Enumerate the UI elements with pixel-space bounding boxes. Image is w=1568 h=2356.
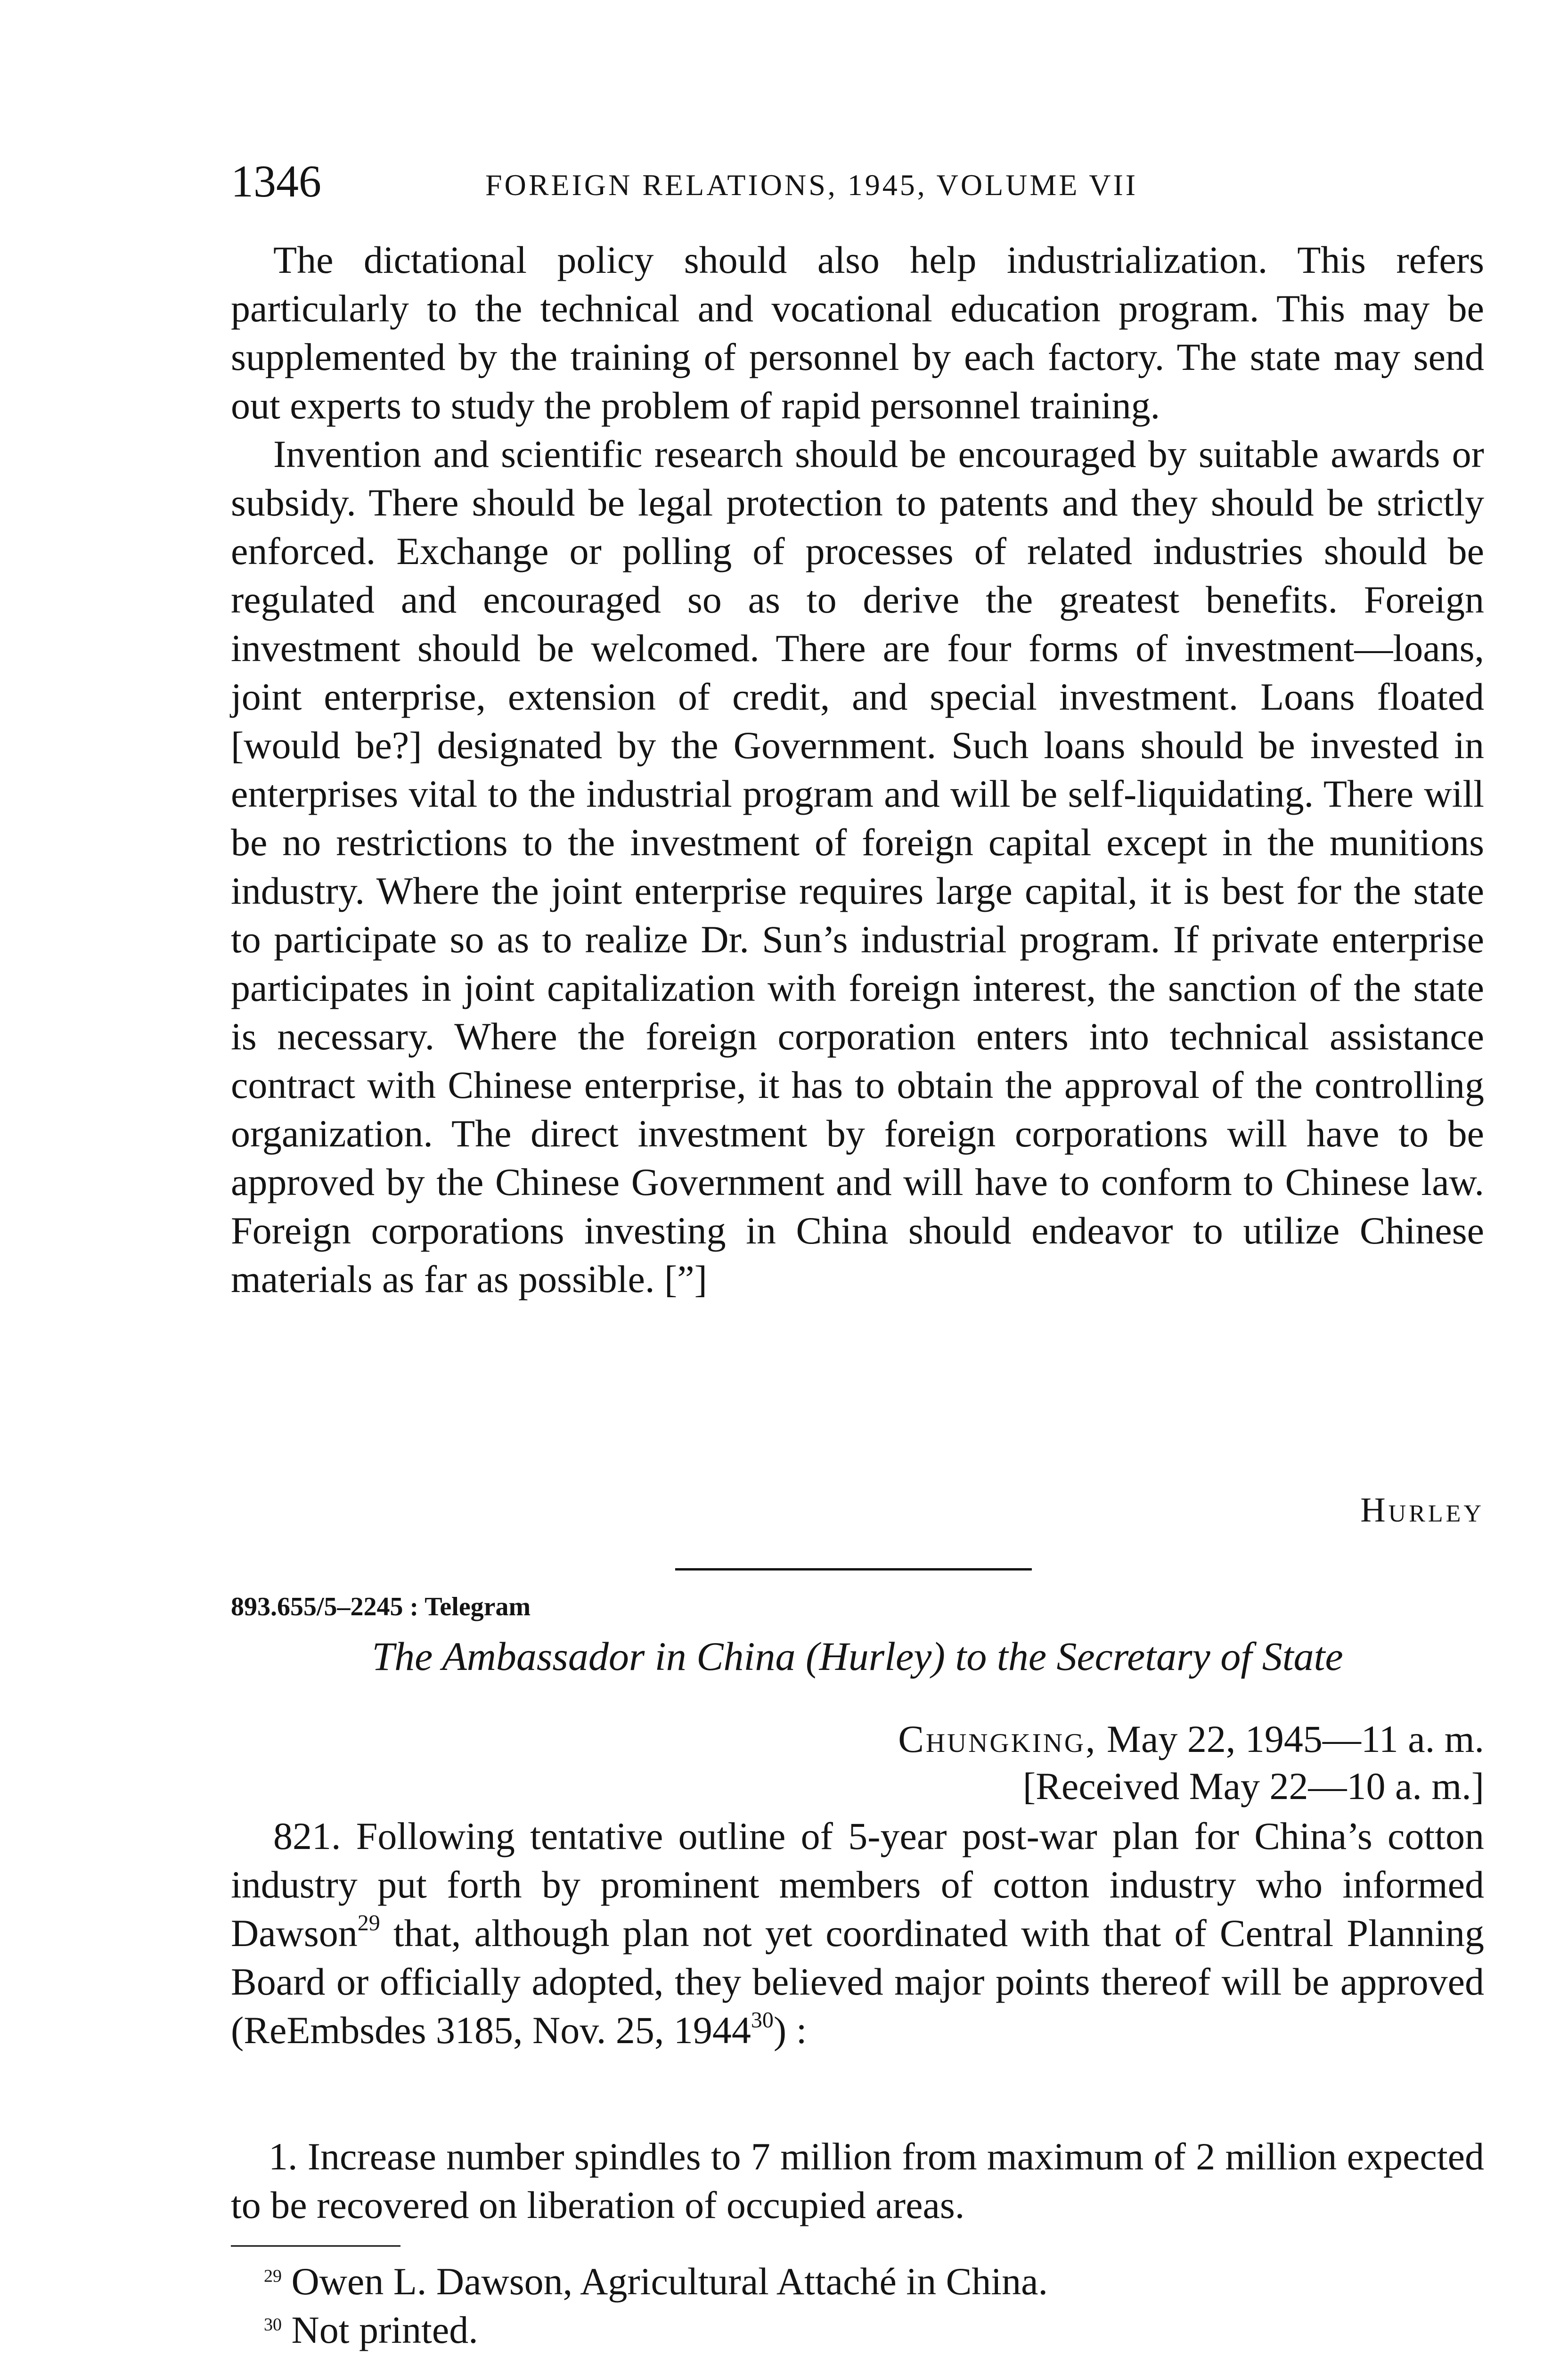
section-divider — [675, 1568, 1032, 1571]
dateline — [231, 1715, 1484, 1763]
file-reference: 893.655/5–2245 : Telegram — [231, 1592, 531, 1621]
footnote-mark: 30 — [264, 2315, 282, 2335]
footnote-29 — [264, 2257, 1442, 2306]
footnotes — [264, 2257, 1442, 2354]
footnote-text: Owen L. Dawson, Agricultural Attaché in China. — [291, 2260, 1048, 2303]
footnote-text: Not printed. — [291, 2308, 478, 2351]
telegram-text-part3: ) : — [773, 2009, 807, 2052]
paragraph-industrialization: The dictational policy should also help industrialization. This refers particularly to the technical and vocational education program. This may be supplemented by the training of personnel by each factory. The state may send out experts to study the problem of rapid personnel training. — [231, 238, 1484, 427]
paragraph-investment: Invention and scientific research should be encouraged by suitable awards or subsidy. There should be legal protection to patents and they should be strictly enforced. Exchange or polling of processes of related industries should be regulated and encouraged so as to derive the greatest benefits. Foreign investment should be welcomed. There are four forms of investment—loans, joint enterprise, extension of credit, and special investment. Loans floated [would be?] designated by the Government. Such loans should be invested in enterprises vital to the industrial program and will be self-liquidating. There will be no restrictions to the investment of foreign capital except in the munitions industry. Where the joint enterprise requires large capital, it is best for the state to participate so as to realize Dr. Sun’s industrial program. If private enterprise participates in joint capitalization with foreign interest, the sanction of the state is necessary. Where the foreign corporation enters into technical assistance contract with Chinese enterprise, it has to obtain the approval of the controlling organization. The direct investment by foreign corporations will have to be approved by the Chinese Government and will have to conform to Chinese law. Foreign corporations investing in China should endeavor to utilize Chinese materials as far as possible. [”] — [231, 433, 1484, 1301]
dateline-place: Chungking, — [898, 1718, 1097, 1760]
received-note: [Received May 22—10 a. m.] — [1022, 1765, 1484, 1808]
page-header — [231, 155, 1484, 217]
footnote-ref-29: 29 — [357, 1910, 380, 1936]
footnote-30 — [264, 2306, 1442, 2354]
telegram-text-part1: 821. Following tentative outline of 5-year post-war plan for China’s cotton industry put forth by prominent members of cotton industry who informed Dawson — [231, 1815, 1484, 1955]
signature: Hurley — [1360, 1491, 1484, 1530]
plan-item-1: 1. Increase number spindles to 7 million from maximum of 2 million expected to be recovered on liberation of occupied areas. — [231, 2135, 1484, 2226]
main-text — [231, 236, 1484, 1303]
dateline-date: May 22, 1945—11 a. m. — [1097, 1718, 1484, 1760]
running-head: FOREIGN RELATIONS, 1945, VOLUME VII — [485, 168, 1138, 202]
plan-items — [231, 2132, 1484, 2229]
footnote-mark: 29 — [264, 2266, 282, 2286]
page-number: 1346 — [231, 156, 321, 206]
telegram-text — [231, 1812, 1484, 2054]
telegram-paragraph — [231, 1812, 1484, 2054]
footnote-ref-30: 30 — [751, 2007, 774, 2033]
telegram-text-part2: that, although plan not yet coordinated with that of Central Planning Board or officially adopted, they believed major points thereof will be approved (ReEmbsdes 3185, Nov. 25, 1944 — [231, 1912, 1484, 2052]
footnote-divider — [231, 2245, 400, 2247]
document-title: The Ambassador in China (Hurley) to the Secretary of State — [372, 1634, 1343, 1679]
